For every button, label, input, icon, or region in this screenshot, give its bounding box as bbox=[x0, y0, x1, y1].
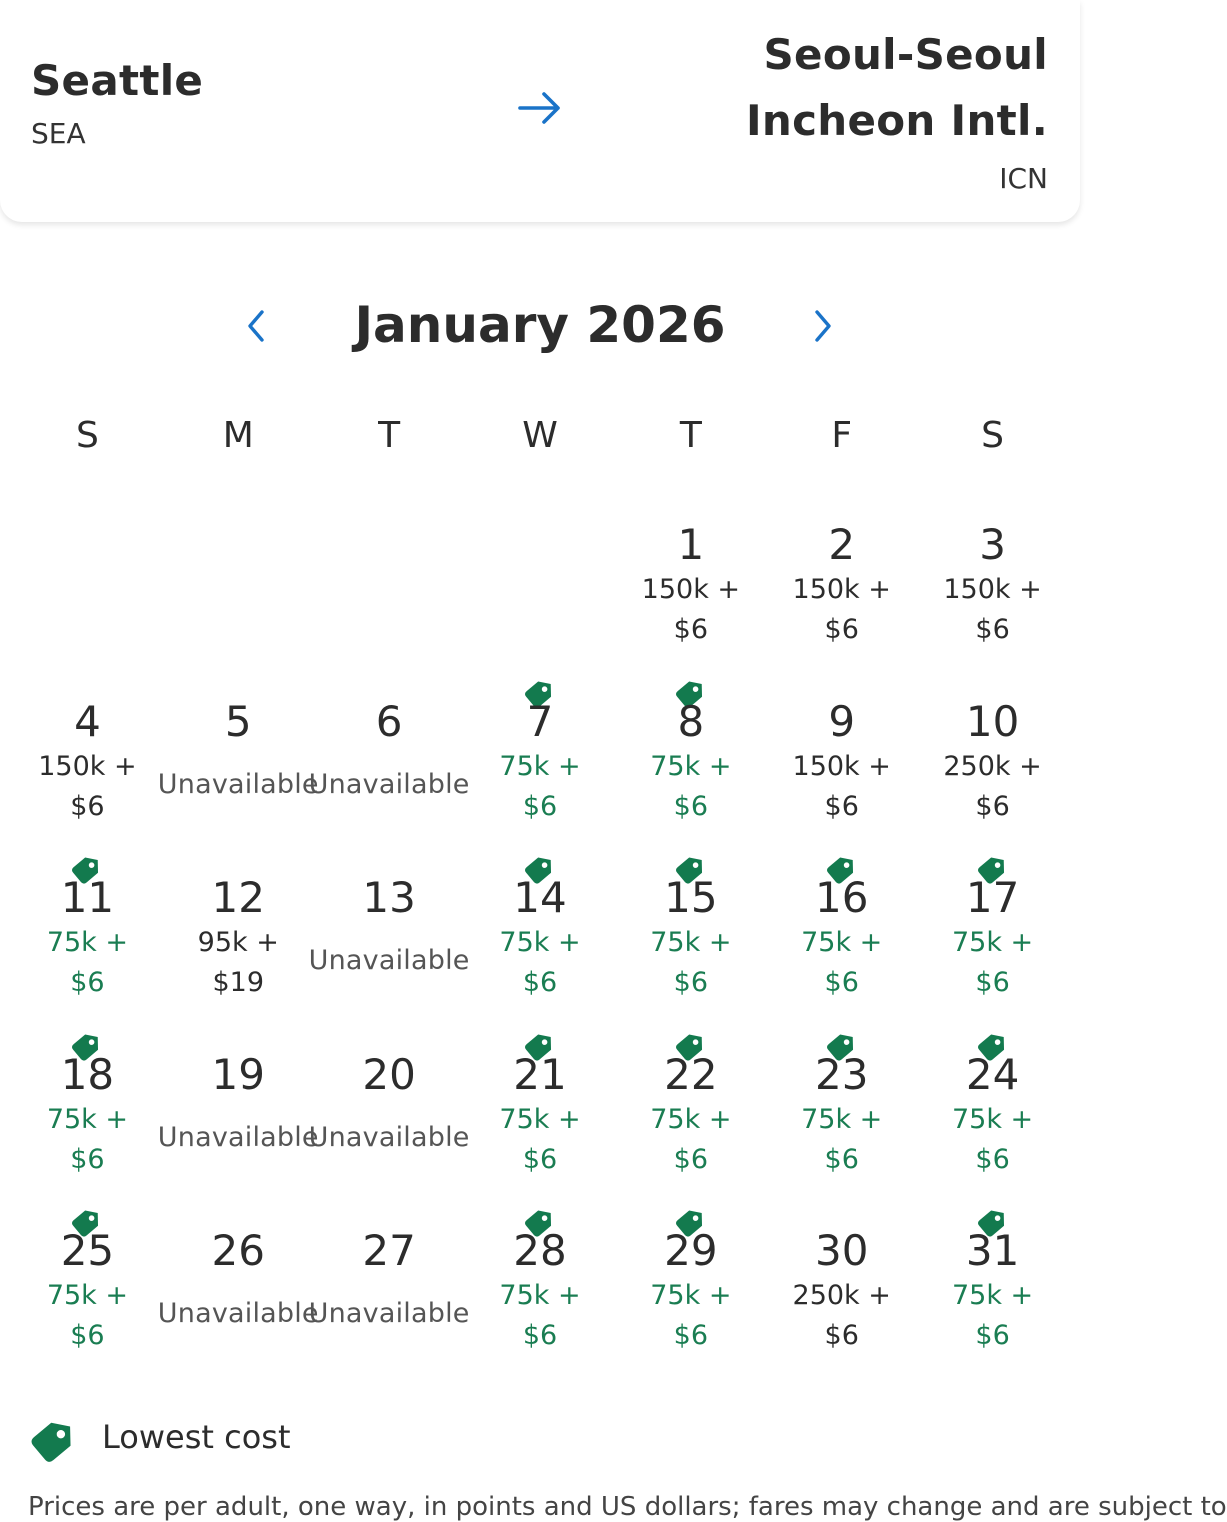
day-number: 19 bbox=[211, 1049, 265, 1099]
fare-points: 150k + bbox=[792, 574, 891, 605]
fare-price bbox=[455, 747, 626, 827]
day-number: 8 bbox=[677, 696, 705, 746]
fare-price bbox=[2, 747, 173, 827]
calendar-day-18[interactable] bbox=[12, 1030, 163, 1207]
fare-cash: $6 bbox=[70, 790, 105, 822]
weekday-label: M bbox=[222, 415, 254, 456]
day-number: 28 bbox=[513, 1226, 567, 1275]
day-number: 2 bbox=[828, 520, 856, 569]
fare-cash: $6 bbox=[522, 790, 558, 822]
fare-cash: $6 bbox=[975, 967, 1010, 998]
month-title: January 2026 bbox=[354, 296, 726, 354]
destination-city-line2: Incheon Intl. bbox=[745, 96, 1048, 145]
day-number: 9 bbox=[828, 696, 856, 746]
weekday-header-row bbox=[12, 415, 1068, 465]
weekday-label: F bbox=[831, 415, 853, 456]
calendar-day-15[interactable] bbox=[615, 853, 766, 1030]
day-number: 22 bbox=[664, 1049, 718, 1099]
fare-points: 75k + bbox=[801, 927, 883, 958]
fare-points: 75k + bbox=[499, 1103, 581, 1135]
fare-points: 75k + bbox=[650, 1280, 732, 1311]
fare-points: 75k + bbox=[951, 1280, 1034, 1311]
fare-cash: $6 bbox=[975, 1143, 1010, 1175]
destination-city-line1: Seoul-Seoul bbox=[763, 30, 1048, 79]
fare-price bbox=[756, 1276, 927, 1356]
fare-price bbox=[907, 923, 1078, 1003]
fare-price bbox=[605, 1276, 776, 1356]
arrow-right-icon bbox=[516, 88, 564, 128]
calendar-day-1[interactable] bbox=[615, 500, 766, 677]
weekday-label: T bbox=[679, 415, 702, 456]
calendar-day-20[interactable] bbox=[308, 1030, 470, 1207]
unavailable-label: Unavailable bbox=[157, 1298, 319, 1329]
calendar-day-3[interactable] bbox=[917, 500, 1068, 677]
day-number: 3 bbox=[979, 520, 1006, 569]
fare-cash: $6 bbox=[522, 967, 558, 998]
fare-points: 75k + bbox=[46, 1103, 129, 1135]
next-month-button[interactable] bbox=[803, 304, 843, 348]
calendar-day-22[interactable] bbox=[615, 1030, 766, 1207]
price-footnote: Prices are per adult, one way, in points and US dollars; fares may change and are subject to bbox=[28, 1492, 1227, 1522]
calendar-day-10[interactable] bbox=[917, 677, 1068, 854]
fare-points: 75k + bbox=[499, 927, 581, 958]
unavailable-label: Unavailable bbox=[308, 945, 470, 976]
calendar-day-28[interactable] bbox=[465, 1206, 616, 1383]
calendar-day-2[interactable] bbox=[766, 500, 917, 677]
fare-cash: $6 bbox=[824, 614, 859, 645]
day-number: 17 bbox=[965, 873, 1020, 922]
route-header-card bbox=[0, 0, 1080, 222]
fare-cash: $6 bbox=[522, 1320, 558, 1351]
fare-points: 75k + bbox=[951, 1103, 1034, 1135]
fare-price bbox=[907, 1100, 1078, 1180]
fare-price bbox=[605, 923, 776, 1003]
fare-cash: $19 bbox=[212, 967, 265, 998]
day-number: 6 bbox=[375, 696, 403, 746]
weekday-label: S bbox=[76, 415, 99, 456]
fare-points: 95k + bbox=[197, 927, 279, 958]
fare-price bbox=[756, 570, 927, 650]
calendar-day-14[interactable] bbox=[465, 853, 616, 1030]
fare-cash: $6 bbox=[975, 790, 1010, 822]
calendar-day-19[interactable] bbox=[157, 1030, 319, 1207]
fare-points: 150k + bbox=[943, 574, 1042, 605]
calendar-day-12[interactable] bbox=[163, 853, 314, 1030]
fare-price bbox=[2, 1100, 173, 1180]
fare-cash: $6 bbox=[975, 614, 1010, 645]
day-number: 25 bbox=[60, 1226, 115, 1275]
day-number: 10 bbox=[965, 696, 1020, 746]
day-number: 13 bbox=[362, 873, 416, 922]
legend-label: Lowest cost bbox=[102, 1418, 291, 1456]
weekday-label: T bbox=[378, 415, 401, 456]
fare-cash: $6 bbox=[824, 790, 859, 822]
fare-cash: $6 bbox=[673, 967, 709, 998]
fare-points: 150k + bbox=[38, 750, 137, 782]
origin-block[interactable] bbox=[31, 56, 203, 150]
day-number: 14 bbox=[513, 873, 567, 922]
day-number: 15 bbox=[664, 873, 718, 922]
fare-cash: $6 bbox=[824, 967, 859, 998]
destination-code: ICN bbox=[999, 162, 1048, 195]
fare-price bbox=[756, 1100, 927, 1180]
calendar-day-25[interactable] bbox=[12, 1206, 163, 1383]
calendar-day-23[interactable] bbox=[766, 1030, 917, 1207]
weekday-label: W bbox=[522, 415, 558, 456]
fare-price bbox=[153, 923, 324, 1003]
fare-price bbox=[2, 923, 173, 1003]
origin-city: Seattle bbox=[31, 56, 204, 105]
calendar-day-13[interactable] bbox=[308, 853, 470, 1030]
fare-points: 75k + bbox=[499, 1280, 581, 1311]
fare-price bbox=[2, 1276, 173, 1356]
unavailable-label: Unavailable bbox=[308, 1298, 470, 1329]
fare-price bbox=[605, 1100, 776, 1180]
fare-points: 250k + bbox=[943, 750, 1042, 782]
day-number: 26 bbox=[211, 1226, 265, 1275]
calendar-day-6[interactable] bbox=[308, 677, 470, 854]
day-number: 24 bbox=[965, 1049, 1020, 1099]
unavailable-label: Unavailable bbox=[157, 1121, 319, 1153]
fare-cash: $6 bbox=[673, 790, 709, 822]
fare-points: 75k + bbox=[951, 927, 1034, 958]
calendar-day-11[interactable] bbox=[12, 853, 163, 1030]
fare-price bbox=[907, 1276, 1078, 1356]
fare-price bbox=[756, 923, 927, 1003]
fare-points: 75k + bbox=[650, 1103, 732, 1135]
day-number: 11 bbox=[60, 873, 115, 922]
fare-points: 75k + bbox=[650, 927, 732, 958]
fare-points: 75k + bbox=[46, 927, 129, 958]
fare-cash: $6 bbox=[70, 1143, 105, 1175]
fare-cash: $6 bbox=[70, 1320, 105, 1351]
calendar-day-9[interactable] bbox=[766, 677, 917, 854]
fare-cash: $6 bbox=[522, 1143, 558, 1175]
destination-block[interactable] bbox=[746, 22, 1048, 195]
day-number: 20 bbox=[362, 1049, 416, 1099]
month-navigation bbox=[0, 290, 1080, 360]
day-number: 5 bbox=[224, 696, 252, 746]
origin-code: SEA bbox=[31, 117, 86, 150]
day-number: 16 bbox=[814, 873, 869, 922]
day-number: 7 bbox=[526, 696, 554, 746]
fare-points: 250k + bbox=[792, 1280, 891, 1311]
fare-price bbox=[455, 1276, 626, 1356]
fare-points: 150k + bbox=[792, 750, 891, 782]
calendar-day-8[interactable] bbox=[615, 677, 766, 854]
weekday-label: S bbox=[981, 415, 1004, 456]
fare-points: 75k + bbox=[46, 1280, 129, 1311]
calendar-day-26[interactable] bbox=[157, 1206, 319, 1383]
day-number: 12 bbox=[211, 873, 265, 922]
day-number: 27 bbox=[362, 1226, 416, 1275]
day-number: 21 bbox=[513, 1049, 567, 1099]
fare-price bbox=[605, 747, 776, 827]
unavailable-label: Unavailable bbox=[308, 768, 470, 800]
calendar-day-5[interactable] bbox=[157, 677, 319, 854]
price-tag-icon bbox=[30, 1416, 78, 1464]
fare-cash: $6 bbox=[824, 1143, 859, 1175]
calendar-day-30[interactable] bbox=[766, 1206, 917, 1383]
calendar-day-16[interactable] bbox=[766, 853, 917, 1030]
fare-cash: $6 bbox=[673, 614, 709, 645]
fare-points: 75k + bbox=[650, 750, 732, 782]
calendar-day-29[interactable] bbox=[615, 1206, 766, 1383]
calendar-day-4[interactable] bbox=[12, 677, 163, 854]
day-number: 23 bbox=[814, 1049, 869, 1099]
fare-cash: $6 bbox=[975, 1320, 1010, 1351]
day-number: 30 bbox=[814, 1226, 869, 1275]
day-number: 29 bbox=[664, 1226, 718, 1275]
unavailable-label: Unavailable bbox=[308, 1121, 470, 1153]
fare-price bbox=[455, 923, 626, 1003]
fare-price bbox=[455, 1100, 626, 1180]
calendar-day-21[interactable] bbox=[465, 1030, 616, 1207]
fare-cash: $6 bbox=[673, 1143, 709, 1175]
calendar-day-17[interactable] bbox=[917, 853, 1068, 1030]
calendar-day-7[interactable] bbox=[465, 677, 616, 854]
day-number: 31 bbox=[965, 1226, 1020, 1275]
day-number: 1 bbox=[677, 520, 705, 569]
fare-price bbox=[756, 747, 927, 827]
chevron-right-icon bbox=[803, 304, 843, 348]
fare-points: 150k + bbox=[641, 574, 741, 605]
fare-price bbox=[907, 747, 1078, 827]
fare-cash: $6 bbox=[673, 1320, 709, 1351]
fare-price bbox=[907, 570, 1078, 650]
fare-cash: $6 bbox=[824, 1320, 859, 1351]
calendar-day-31[interactable] bbox=[917, 1206, 1068, 1383]
day-number: 18 bbox=[60, 1049, 115, 1099]
day-number: 4 bbox=[74, 696, 101, 746]
fare-cash: $6 bbox=[70, 967, 105, 998]
fare-points: 75k + bbox=[801, 1103, 883, 1135]
calendar-day-27[interactable] bbox=[308, 1206, 470, 1383]
unavailable-label: Unavailable bbox=[157, 768, 319, 800]
calendar-day-24[interactable] bbox=[917, 1030, 1068, 1207]
fare-points: 75k + bbox=[499, 750, 581, 782]
fare-price bbox=[605, 570, 776, 650]
